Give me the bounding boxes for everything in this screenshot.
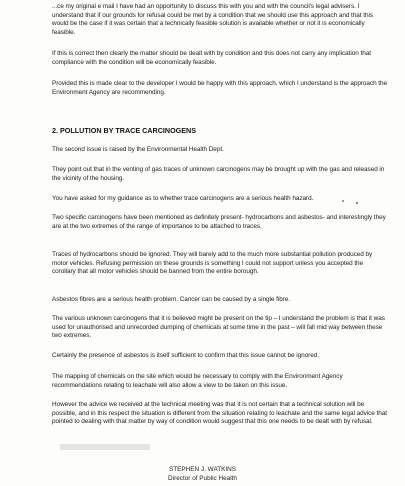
paragraph-mapping: The mapping of chemicals on the site which would be necessary to comply with the Environment Agency recommendations relating to leachate will also allow a view to be taken on this issue. (52, 373, 343, 389)
paragraph-certainly: Certainly the presence of asbestos is itself sufficient to confirm that this issue cannot be ignored. (52, 352, 319, 359)
signature-name: STEPHEN J. WATKINS (168, 466, 237, 473)
paragraph-developer: Provided this is made clear to the developer I would be happy with this approach, which I understand is the approach the Environment Agency are recommending. (52, 80, 388, 96)
paragraph-second-issue: The second issue is raised by the Environmental Health Dept. (52, 146, 224, 153)
scan-speck (342, 200, 344, 202)
paragraph-however: However the advice we received at the technical meeting was that it is not certain that a technical solution will be possible, and in this respect the situation is different from the situation relating to leachate and the same legal advice that pointed to dealing with that matter by way of condition would suggest that this one needs to be dealt with by refusal. (52, 401, 387, 426)
signature-title: Director of Public Health (168, 475, 237, 482)
paragraph-asbestos: Asbestos fibres are a serious health problem. Cancer can be caused by a single fibre. (52, 296, 291, 303)
paragraph-venting: They point out that in the venting of gas traces of unknown carcinogens may be brought up with the gas and released in the vicinity of the housing. (52, 166, 385, 182)
paragraph-specific-carcinogens: Two specific carcinogens have been mentioned as definitely present- hydrocarbons and asbestos- and interestingly they are at the two extremes of the range of importance to be attached to traces. (52, 214, 386, 230)
scan-speck (356, 202, 358, 204)
paragraph-intro: ...ce my original e mail I have had an opportunity to discuss this with you and with the council's legal advisers. I understand that if our grounds for refusal could be met by a condition that we should use this approach and that this would be the case if it was certain that a technically feasible solution is available whether or not it is economically feasible. (52, 3, 373, 36)
paragraph-condition: If this is correct then clearly the matter should be dealt with by condition and this does not carry any implication that compliance with the condition will be economically feasible. (52, 50, 371, 66)
section-heading: 2. POLLUTION BY TRACE CARCINOGENS (52, 126, 197, 135)
scan-smudge (60, 444, 150, 450)
paragraph-hydrocarbons: Traces of hydrocarbons should be ignored. They will barely add to the much more substantial pollution produced by motor vehicles. Refusing permission on these grounds is something I could not support unless you accepted the corollary that all motor vehicles should be banned from the entire borough. (52, 251, 373, 276)
paragraph-guidance: You have asked for my guidance as to whether trace carcinogens are a serious health hazard. (52, 195, 314, 202)
paragraph-unknown-carcinogens: The various unknown carcinogens that it is believed might be present on the tip – I understand the problem is that it was used for unauthorised and unrecorded dumping of chemicals at some time in the past – will fall mid way between these two extremes. (52, 315, 385, 340)
